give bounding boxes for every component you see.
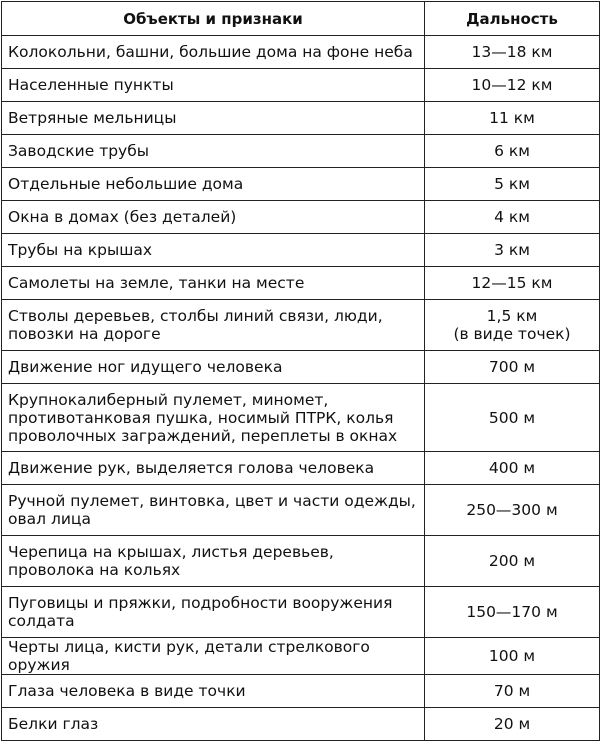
table-row [2,675,600,708]
table-row [2,587,600,638]
table-row [2,536,600,587]
distance-cell: 70 м [425,675,600,708]
table-row [2,201,600,234]
table-row [2,485,600,536]
table-row [2,638,600,675]
object-cell: Ветряные мельницы [2,102,425,135]
distance-cell: 20 м [425,708,600,741]
distance-cell: 12—15 км [425,267,600,300]
object-cell: Колокольни, башни, большие дома на фоне неба [2,36,425,69]
object-cell: Самолеты на земле, танки на месте [2,267,425,300]
object-cell: Стволы деревьев, столбы линий связи, люди, повозки на дороге [2,300,425,351]
table-row [2,69,600,102]
distance-cell: 250—300 м [425,485,600,536]
distance-cell: 200 м [425,536,600,587]
column-header-objects: Объекты и признаки [2,2,425,36]
table-row [2,351,600,384]
object-cell: Пуговицы и пряжки, подробности вооружения солдата [2,587,425,638]
object-cell: Заводские трубы [2,135,425,168]
object-cell: Отдельные небольшие дома [2,168,425,201]
object-cell: Белки глаз [2,708,425,741]
table-row [2,135,600,168]
object-cell: Глаза человека в виде точки [2,675,425,708]
visibility-distance-table [1,1,600,741]
table-row [2,234,600,267]
object-cell: Крупнокалиберный пулемет, миномет, противотанковая пушка, носимый ПТРК, колья проволочных заграждений, переплеты в окнах [2,384,425,452]
distance-cell [425,300,600,351]
object-cell: Населенные пункты [2,69,425,102]
object-cell: Ручной пулемет, винтовка, цвет и части одежды, овал лица [2,485,425,536]
distance-cell: 3 км [425,234,600,267]
distance-cell: 700 м [425,351,600,384]
table-row [2,300,600,351]
distance-cell: 400 м [425,452,600,485]
distance-cell: 4 км [425,201,600,234]
table-row [2,267,600,300]
object-cell: Движение ног идущего человека [2,351,425,384]
distance-cell: 6 км [425,135,600,168]
table-row [2,168,600,201]
distance-note: (в виде точек) [453,325,571,343]
distance-cell: 10—12 км [425,69,600,102]
distance-cell: 150—170 м [425,587,600,638]
object-cell: Движение рук, выделяется голова человека [2,452,425,485]
column-header-distance: Дальность [425,2,600,36]
table-header-row [2,2,600,36]
distance-cell: 11 км [425,102,600,135]
object-cell: Окна в домах (без деталей) [2,201,425,234]
table-row [2,384,600,452]
distance-cell: 13—18 км [425,36,600,69]
distance-cell: 500 м [425,384,600,452]
object-cell: Черепица на крышах, листья деревьев, проволока на кольях [2,536,425,587]
distance-cell: 5 км [425,168,600,201]
distance-value: 1,5 км [486,307,538,325]
object-cell: Трубы на крышах [2,234,425,267]
table-row [2,36,600,69]
table-row [2,708,600,741]
table-row [2,102,600,135]
table-row [2,452,600,485]
distance-cell: 100 м [425,638,600,675]
object-cell: Черты лица, кисти рук, детали стрелкового оружия [2,638,425,675]
